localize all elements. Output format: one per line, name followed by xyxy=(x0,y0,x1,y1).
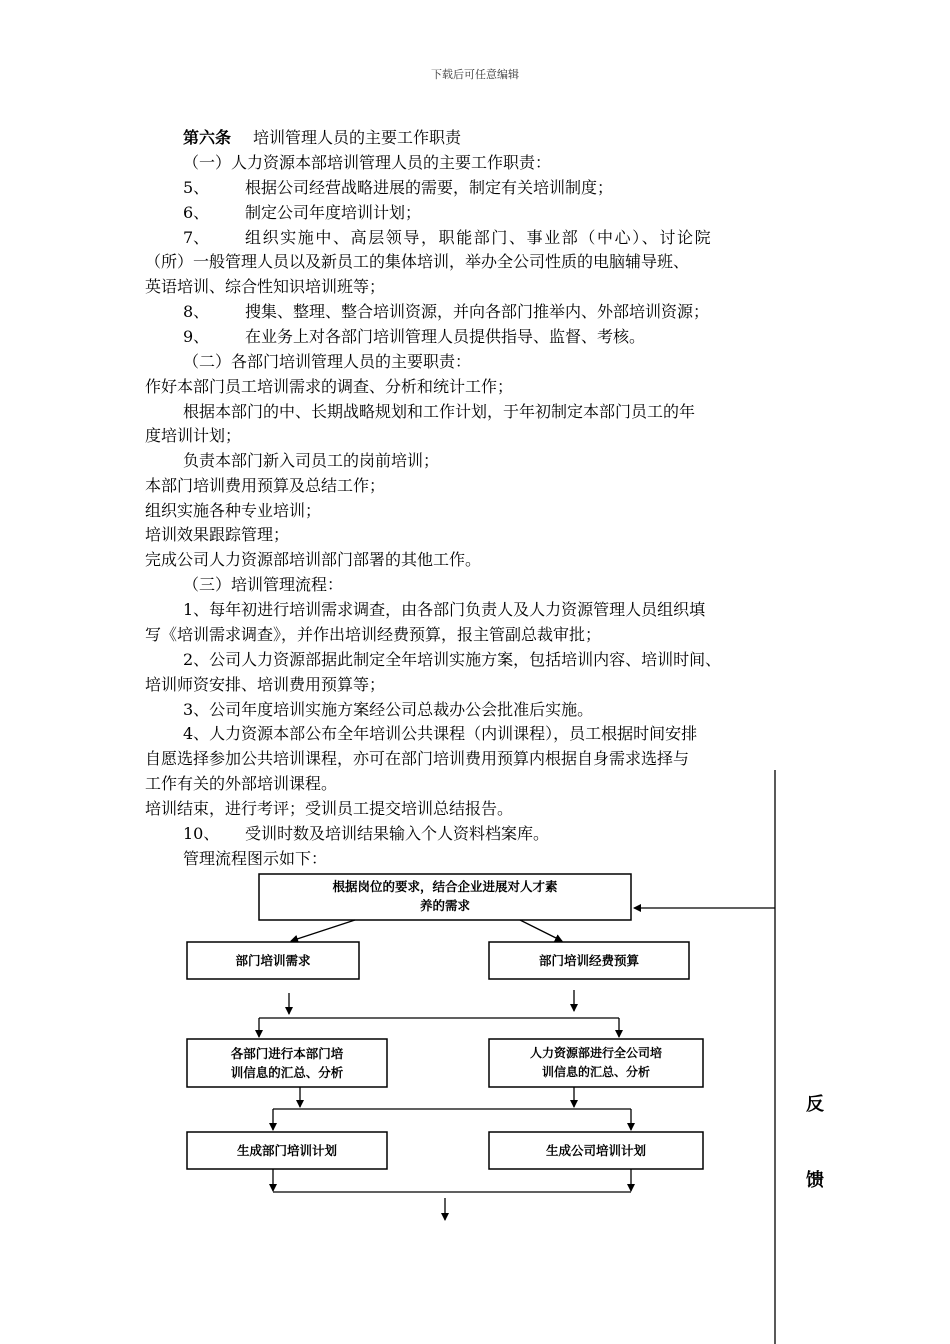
dept-budget-text: 部门培训经费预算 xyxy=(538,953,639,968)
duty-3: 负责本部门新入司员工的岗前培训； xyxy=(183,451,440,470)
dept-need-text: 部门培训需求 xyxy=(235,953,311,968)
feedback-label-1: 反 xyxy=(806,1094,824,1115)
process-2-cont: 培训师资安排、培训费用预算等； xyxy=(145,675,386,694)
item-7-cont2: 英语培训、综合性知识培训班等； xyxy=(145,277,386,296)
arrow-top-right xyxy=(520,920,562,941)
item-7: 7、 组织实施中、高层领导，职能部门、事业部（中心）、讨论院 xyxy=(183,228,713,247)
dept-summary-text: 各部门进行本部门培 训信息的汇总、分析 xyxy=(230,1046,344,1080)
process-3: 3、公司年度培训实施方案经公司总裁办公会批准后实施。 xyxy=(183,700,594,719)
section1-heading: （一）人力资源本部培训管理人员的主要工作职责： xyxy=(183,153,552,172)
duty-1: 作好本部门员工培训需求的调查、分析和统计工作； xyxy=(145,377,514,396)
process-4-cont2: 工作有关的外部培训课程。 xyxy=(145,774,338,793)
duty-7: 完成公司人力资源部培训部门部署的其他工作。 xyxy=(145,550,482,569)
item-8: 8、 搜集、整理、整合培训资源，并向各部门推举内、外部培训资源； xyxy=(183,302,710,321)
process-5: 培训结束，进行考评；受训员工提交培训总结报告。 xyxy=(145,799,514,818)
hr-summary-text: 人力资源部进行全公司培 训信息的汇总、分析 xyxy=(529,1046,662,1079)
process-4-cont1: 自愿选择参加公共培训课程，亦可在部门培训费用预算内根据自身需求选择与 xyxy=(145,749,690,768)
duty-6: 培训效果跟踪管理； xyxy=(145,525,290,544)
process-1-cont: 写《培训需求调查》，并作出培训经费预算，报主管副总裁审批； xyxy=(145,625,602,644)
dept-plan-text: 生成部门培训计划 xyxy=(236,1143,337,1158)
arrow-top-left xyxy=(291,920,355,941)
item-9: 9、 在业务上对各部门培训管理人员提供指导、监督、考核。 xyxy=(183,327,646,346)
article-label: 第六条 xyxy=(183,128,232,147)
section3-heading: （三）培训管理流程： xyxy=(183,575,344,594)
duty-2-cont: 度培训计划； xyxy=(145,426,242,445)
co-plan-text: 生成公司培训计划 xyxy=(545,1143,646,1158)
duty-5: 组织实施各种专业培训； xyxy=(145,501,322,520)
item-5: 5、 根据公司经营战略进展的需要，制定有关培训制度； xyxy=(183,178,614,197)
feedback-label-2: 馈 xyxy=(806,1170,824,1191)
section2-heading: （二）各部门培训管理人员的主要职责： xyxy=(183,352,472,371)
article-title: 培训管理人员的主要工作职责 xyxy=(253,128,462,147)
top-box-text: 根据岗位的要求，结合企业进展对人才素 养的需求 xyxy=(332,879,558,913)
flowchart-intro: 管理流程图示如下： xyxy=(183,849,328,868)
duty-4: 本部门培训费用预算及总结工作； xyxy=(145,476,386,495)
item-7-cont1: （所）一般管理人员以及新员工的集体培训，举办全公司性质的电脑辅导班、 xyxy=(145,252,690,271)
duty-2: 根据本部门的中、长期战略规划和工作计划，于年初制定本部门员工的年 xyxy=(183,402,696,421)
process-1: 1、每年初进行培训需求调查，由各部门负责人及人力资源管理人员组织填 xyxy=(183,600,706,619)
process-2: 2、公司人力资源部据此制定全年培训实施方案，包括培训内容、培训时间、 xyxy=(183,650,722,669)
process-4: 4、人力资源本部公布全年培训公共课程（内训课程），员工根据时间安排 xyxy=(183,724,698,743)
process-10: 10、 受训时数及培训结果输入个人资料档案库。 xyxy=(183,824,550,843)
item-6: 6、 制定公司年度培训计划； xyxy=(183,203,422,222)
page-header: 下载后可任意编辑 xyxy=(431,68,519,81)
